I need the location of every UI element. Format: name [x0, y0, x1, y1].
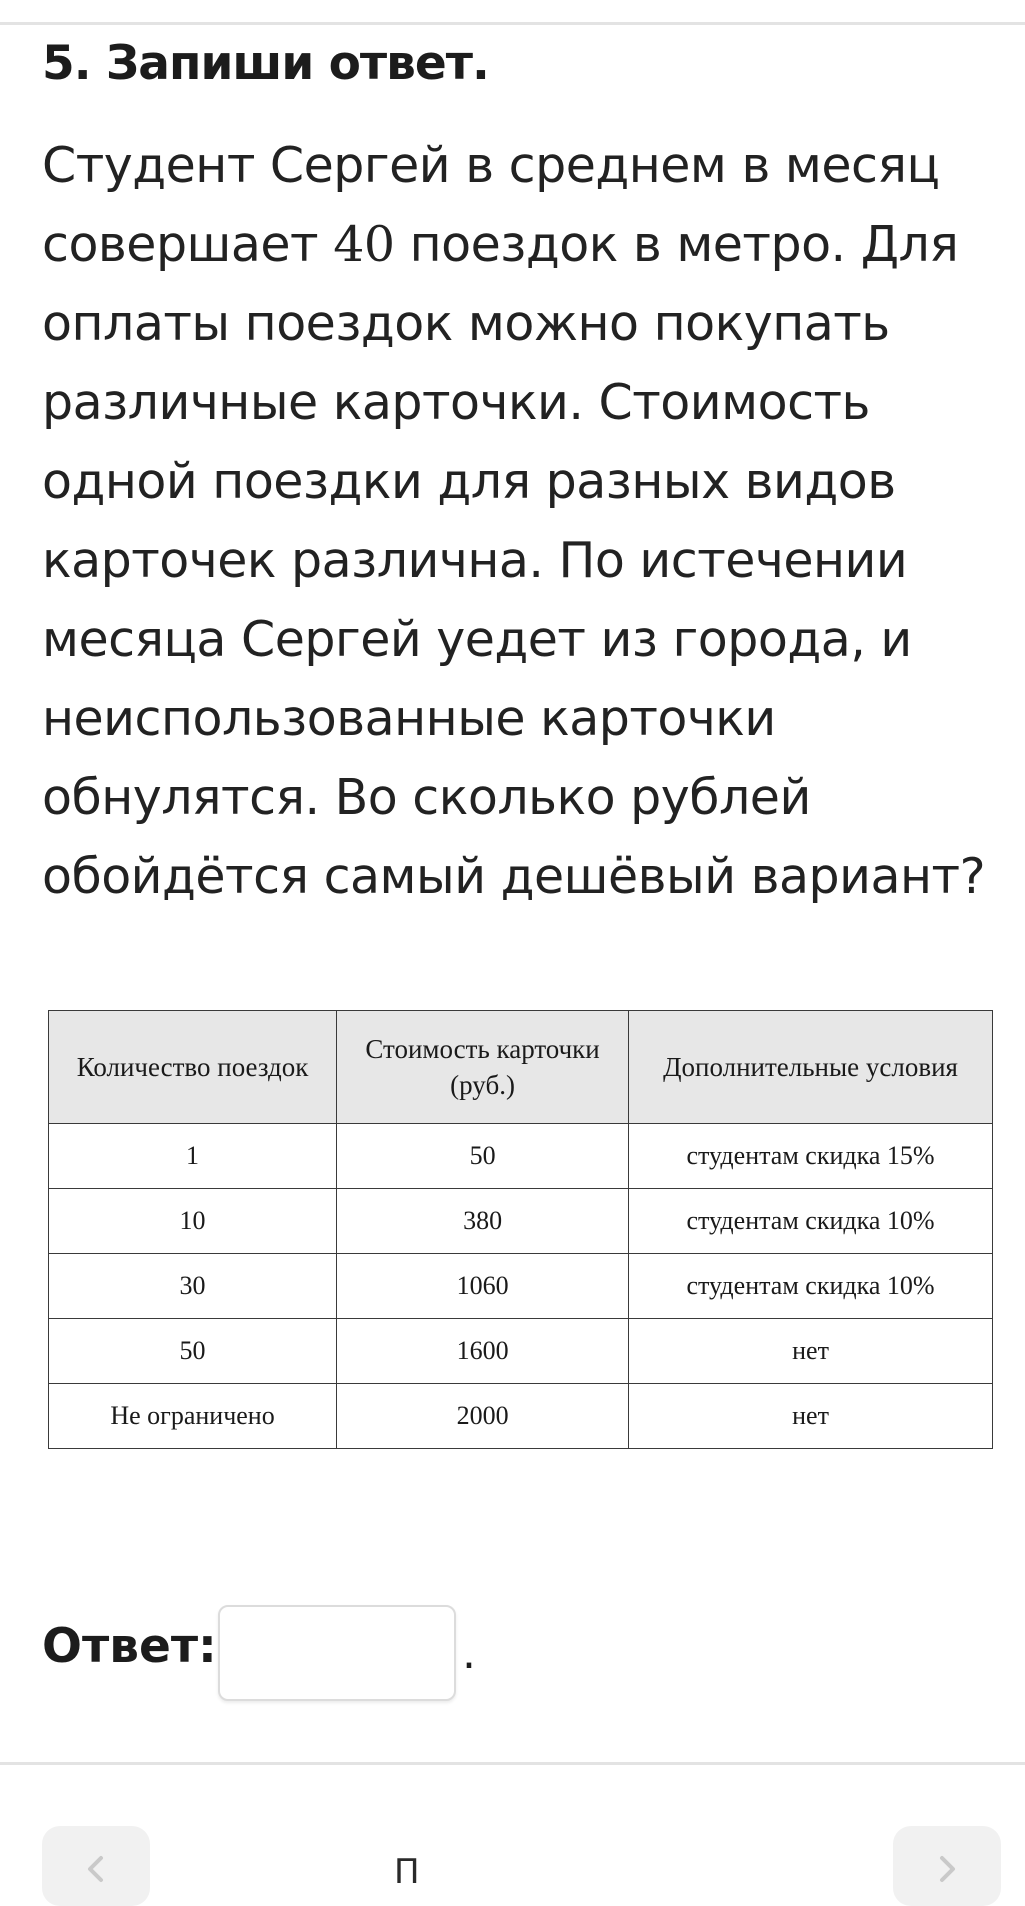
- answer-input[interactable]: [218, 1605, 456, 1701]
- cell-cost: 1600: [337, 1319, 629, 1384]
- table-row: [49, 1254, 993, 1319]
- table-row: [49, 1124, 993, 1189]
- bottom-divider: [0, 1762, 1025, 1765]
- cell-trips: 30: [49, 1254, 337, 1319]
- cell-conditions: студентам скидка 10%: [629, 1254, 993, 1319]
- header-cost: Стоимость карточки (руб.): [337, 1011, 629, 1124]
- header-conditions: Дополнительные условия: [629, 1011, 993, 1124]
- trips-number: 40: [333, 216, 395, 273]
- task-text-end: поездок в метро. Для оплаты поездок можно покупать различные карточки. Стоимость одной поездки для разных видов карточек различна. По истечении месяца Сергей уедет из города, и неиспользованные карточки обнулятся. Во сколько рублей обойдётся самый дешёвый вариант?: [42, 216, 986, 905]
- header-trips: Количество поездок: [49, 1011, 337, 1124]
- cell-conditions: нет: [629, 1319, 993, 1384]
- cell-trips: 50: [49, 1319, 337, 1384]
- previous-button[interactable]: [42, 1826, 150, 1906]
- task-title: 5. Запиши ответ.: [42, 36, 489, 91]
- cell-conditions: нет: [629, 1384, 993, 1449]
- chevron-left-icon: [81, 1826, 111, 1888]
- task-text: [42, 126, 1002, 916]
- chevron-right-icon: [932, 1826, 962, 1888]
- answer-trailing-dot: .: [462, 1628, 476, 1679]
- cell-cost: 2000: [337, 1384, 629, 1449]
- bottom-caption: П: [394, 1852, 420, 1892]
- price-table: [48, 1010, 993, 1449]
- table-row: [49, 1319, 993, 1384]
- task-text-start: Студент Сергей в среднем в месяц совершает: [42, 137, 940, 273]
- answer-label: Ответ:: [42, 1619, 217, 1674]
- cell-trips: Не ограничено: [49, 1384, 337, 1449]
- top-divider: [0, 22, 1025, 25]
- cell-trips: 10: [49, 1189, 337, 1254]
- cell-cost: 50: [337, 1124, 629, 1189]
- table-header-row: [49, 1011, 993, 1124]
- next-button[interactable]: [893, 1826, 1001, 1906]
- cell-cost: 380: [337, 1189, 629, 1254]
- cell-conditions: студентам скидка 15%: [629, 1124, 993, 1189]
- cell-cost: 1060: [337, 1254, 629, 1319]
- cell-trips: 1: [49, 1124, 337, 1189]
- table-row: [49, 1384, 993, 1449]
- table-row: [49, 1189, 993, 1254]
- cell-conditions: студентам скидка 10%: [629, 1189, 993, 1254]
